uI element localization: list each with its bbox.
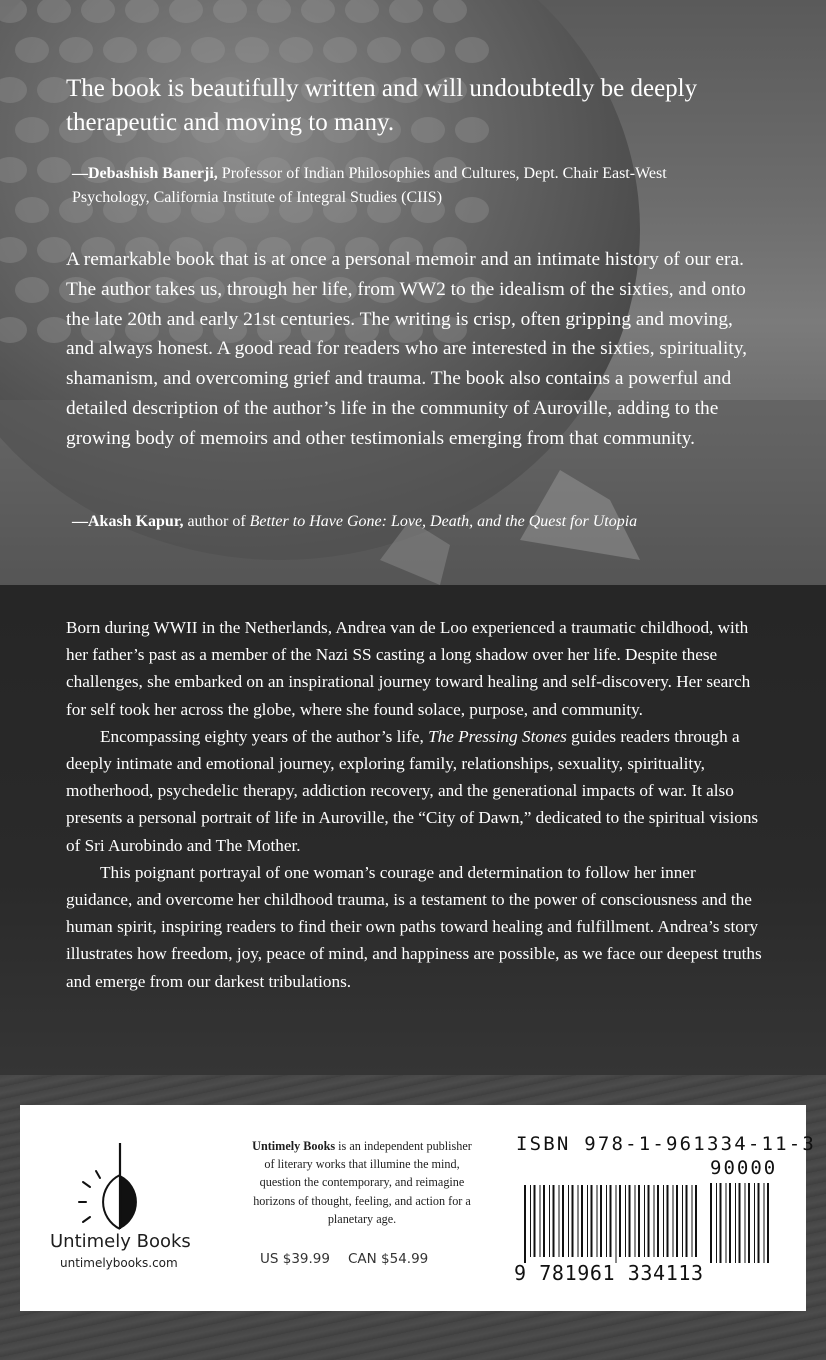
review-attribution-1: [72, 162, 742, 210]
ean-barcode-bars: [524, 1185, 704, 1263]
publisher-about-name: Untimely Books: [252, 1139, 336, 1153]
publisher-about-text: is an independent publisher of literary works that illumine the mind, question the contemporary, and reimagine horizons of thought, feeling, and action for a planetary age.: [253, 1139, 472, 1226]
publisher-name: Untimely Books: [50, 1231, 191, 1252]
price-line: [260, 1251, 470, 1267]
description-paragraph-2: [66, 723, 766, 859]
isbn-barcode: [510, 1133, 817, 1293]
reviewer-book-title: Better to Have Gone: Love, Death, and the Quest for Utopia: [249, 513, 638, 530]
review-quote-1: The book is beautifully written and will undoubtedly be deeply therapeutic and moving to many.: [66, 75, 698, 136]
description-paragraph-1: Born during WWII in the Netherlands, Andrea van de Loo experienced a traumatic childhood, with her father’s past as a member of the Nazi SS casting a long shadow over her life. Despite these challenges, she embarked on an inspirational journey toward healing and self-discovery. Her search for self took her across the globe, where she found solace, purpose, and community.: [66, 618, 751, 719]
book-description: [66, 614, 766, 995]
reviewer-credentials-2: author of: [183, 513, 250, 530]
book-title-inline: The Pressing Stones: [428, 726, 567, 746]
publisher-panel: [20, 1105, 817, 1311]
price-can: CAN $54.99: [347, 1251, 429, 1267]
addon-barcode-bars: [710, 1183, 772, 1263]
review-attribution-2: [72, 510, 772, 534]
publisher-url: untimelybooks.com: [60, 1256, 178, 1270]
description-p2-lead: Encompassing eighty years of the author’s life,: [100, 726, 429, 746]
reviewer-name-1: —Debashish Banerji,: [72, 165, 218, 182]
reviewer-name-2: —Akash Kapur,: [72, 513, 184, 530]
description-p2-rest: guides readers through a deeply intimate and emotional journey, exploring family, relationships, sexuality, spirituality, motherhood, psychedelic therapy, addiction recovery, and the generational impacts of war. It also presents a personal portrait of life in Auroville, the “City of Dawn,” dedicated to the spiritual visions of Sri Aurobindo and The Mother.: [66, 726, 759, 855]
description-paragraph-3: This poignant portrayal of one woman’s courage and determination to follow her inner guidance, and overcome her childhood trauma, is a testament to the power of consciousness and the human spirit, inspiring readers to find their own paths toward healing and fulfillment. Andrea’s story illustrates how freedom, joy, peace of mind, and happiness are possible, as we face our deepest truths and emerge from our darkest tribulations.: [66, 862, 762, 991]
price-us: US $39.99: [260, 1251, 330, 1267]
reviewer-credentials-1: Professor of Indian Philosophies and Cultures, Dept. Chair East-West Psychology, California Institute of Integral Studies (CIIS): [72, 165, 667, 206]
publisher-about: [246, 1137, 478, 1228]
ean-number: 9 781961 334113: [514, 1261, 704, 1285]
publisher-logo-icon: [48, 1137, 168, 1232]
price-addon-number: 90000: [710, 1157, 778, 1179]
review-quote-2: A remarkable book that is at once a personal memoir and an intimate history of our era. The author takes us, through her life, from WW2 to the idealism of the sixties, and onto the late 20th and early 21st centuries. The writing is crisp, often gripping and moving, and always honest. A good read for readers who are interested in the sixties, spirituality, shamanism, and overcoming grief and trauma. The book also contains a powerful and detailed description of the author’s life in the community of Auroville, adding to the growing body of memoirs and other testimonials emerging from that community.: [66, 249, 747, 449]
isbn-label: ISBN 978-1-961334-11-3: [516, 1133, 817, 1155]
